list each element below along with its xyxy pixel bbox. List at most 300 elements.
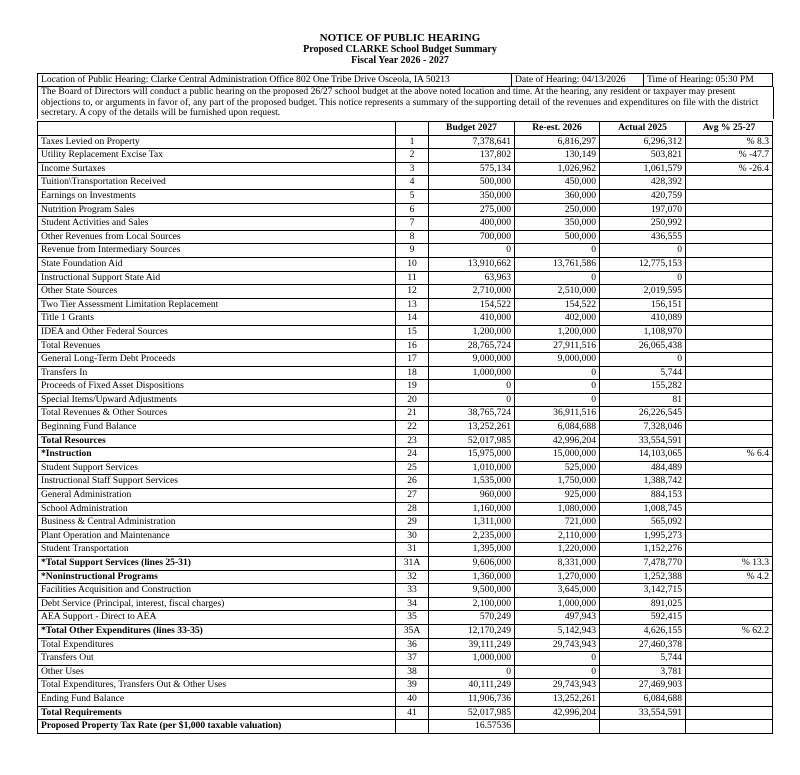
- row-number: 18: [396, 366, 429, 380]
- table-row: [38, 135, 773, 149]
- row-label: Two Tier Assessment Limitation Replacement: [38, 298, 396, 312]
- hearing-info-table: [37, 73, 773, 87]
- table-row: [38, 597, 773, 611]
- cell-avg-percent: % 13.3: [686, 557, 773, 571]
- cell-avg-percent: % 8.3: [686, 135, 773, 149]
- cell-budget-2027: 13,910,662: [429, 257, 515, 271]
- table-row: [38, 475, 773, 489]
- cell-avg-percent: [686, 584, 773, 598]
- cell-actual-2025: 0: [600, 271, 686, 285]
- cell-avg-percent: [686, 353, 773, 367]
- cell-budget-2027: 400,000: [429, 217, 515, 231]
- table-row: [38, 570, 773, 584]
- table-row: [38, 652, 773, 666]
- row-label: Transfers Out: [38, 652, 396, 666]
- row-label: *Total Other Expenditures (lines 33-35): [38, 624, 396, 638]
- row-number: 8: [396, 230, 429, 244]
- cell-avg-percent: [686, 529, 773, 543]
- table-row: [38, 230, 773, 244]
- row-number: 2: [396, 149, 429, 163]
- cell-reest-2026: 721,000: [515, 516, 600, 530]
- cell-avg-percent: [686, 203, 773, 217]
- cell-actual-2025: 12,775,153: [600, 257, 686, 271]
- cell-avg-percent: [686, 366, 773, 380]
- table-row: [38, 393, 773, 407]
- table-row: [38, 271, 773, 285]
- table-row: [38, 162, 773, 176]
- table-row: [38, 203, 773, 217]
- cell-reest-2026: 0: [515, 244, 600, 258]
- row-number: 25: [396, 461, 429, 475]
- row-number: 36: [396, 638, 429, 652]
- row-label: Business & Central Administration: [38, 516, 396, 530]
- cell-avg-percent: [686, 611, 773, 625]
- cell-avg-percent: [686, 393, 773, 407]
- row-label: Other Revenues from Local Sources: [38, 230, 396, 244]
- row-number: 9: [396, 244, 429, 258]
- cell-reest-2026: 2,510,000: [515, 285, 600, 299]
- cell-budget-2027: 1,000,000: [429, 366, 515, 380]
- cell-actual-2025: 6,296,312: [600, 135, 686, 149]
- cell-avg-percent: [686, 706, 773, 720]
- row-number: 1: [396, 135, 429, 149]
- cell-avg-percent: [686, 312, 773, 326]
- cell-actual-2025: 26,065,438: [600, 339, 686, 353]
- cell-actual-2025: 7,328,046: [600, 421, 686, 435]
- table-row: [38, 557, 773, 571]
- row-label: Beginning Fund Balance: [38, 421, 396, 435]
- table-row: [38, 325, 773, 339]
- cell-avg-percent: [686, 176, 773, 190]
- table-row: [38, 611, 773, 625]
- row-number: 14: [396, 312, 429, 326]
- cell-avg-percent: [686, 285, 773, 299]
- cell-budget-2027: 570,249: [429, 611, 515, 625]
- table-row: [38, 353, 773, 367]
- cell-reest-2026: 0: [515, 652, 600, 666]
- row-number: 24: [396, 448, 429, 462]
- cell-budget-2027: 15,975,000: [429, 448, 515, 462]
- cell-budget-2027: 1,010,000: [429, 461, 515, 475]
- row-number: 37: [396, 652, 429, 666]
- cell-actual-2025: 27,460,378: [600, 638, 686, 652]
- row-number: 40: [396, 692, 429, 706]
- row-label: Revenue from Intermediary Sources: [38, 244, 396, 258]
- cell-budget-2027: 350,000: [429, 189, 515, 203]
- cell-avg-percent: [686, 543, 773, 557]
- table-row: [38, 516, 773, 530]
- cell-reest-2026: 42,996,204: [515, 706, 600, 720]
- cell-reest-2026: 450,000: [515, 176, 600, 190]
- document-header: [0, 33, 800, 66]
- cell-reest-2026: 1,200,000: [515, 325, 600, 339]
- row-label: Title 1 Grants: [38, 312, 396, 326]
- row-number: 31: [396, 543, 429, 557]
- cell-actual-2025: 3,781: [600, 665, 686, 679]
- cell-actual-2025: 0: [600, 244, 686, 258]
- row-number: [396, 720, 429, 734]
- cell-reest-2026: 925,000: [515, 489, 600, 503]
- table-row: [38, 529, 773, 543]
- cell-avg-percent: % 4.2: [686, 570, 773, 584]
- table-row: [38, 720, 773, 734]
- row-label: *Noninstructional Programs: [38, 570, 396, 584]
- row-label: Total Revenues: [38, 339, 396, 353]
- cell-reest-2026: 1,000,000: [515, 597, 600, 611]
- cell-actual-2025: 1,995,273: [600, 529, 686, 543]
- row-number: 41: [396, 706, 429, 720]
- cell-actual-2025: 6,084,688: [600, 692, 686, 706]
- row-label: Instructional Staff Support Services: [38, 475, 396, 489]
- cell-budget-2027: 1,360,000: [429, 570, 515, 584]
- table-row: [38, 421, 773, 435]
- cell-budget-2027: 960,000: [429, 489, 515, 503]
- cell-reest-2026: 1,220,000: [515, 543, 600, 557]
- cell-reest-2026: 525,000: [515, 461, 600, 475]
- cell-reest-2026: 1,750,000: [515, 475, 600, 489]
- row-number: 21: [396, 407, 429, 421]
- cell-reest-2026: 154,522: [515, 298, 600, 312]
- cell-actual-2025: 420,759: [600, 189, 686, 203]
- cell-budget-2027: 2,710,000: [429, 285, 515, 299]
- table-row: [38, 679, 773, 693]
- row-label: Other State Sources: [38, 285, 396, 299]
- row-label: Ending Fund Balance: [38, 692, 396, 706]
- cell-avg-percent: [686, 407, 773, 421]
- cell-avg-percent: [686, 720, 773, 734]
- row-label: Earnings on Investments: [38, 189, 396, 203]
- row-number: 28: [396, 502, 429, 516]
- cell-budget-2027: 9,606,000: [429, 557, 515, 571]
- row-label: Total Requirements: [38, 706, 396, 720]
- row-number: 38: [396, 665, 429, 679]
- table-row: [38, 380, 773, 394]
- cell-reest-2026: 250,000: [515, 203, 600, 217]
- table-header-row: [38, 122, 773, 136]
- cell-reest-2026: 6,816,297: [515, 135, 600, 149]
- table-row: [38, 638, 773, 652]
- table-row: [38, 407, 773, 421]
- row-label: Income Surtaxes: [38, 162, 396, 176]
- table-row: [38, 189, 773, 203]
- row-number: 16: [396, 339, 429, 353]
- notice-title: NOTICE OF PUBLIC HEARING: [319, 32, 481, 44]
- cell-actual-2025: 0: [600, 353, 686, 367]
- cell-avg-percent: [686, 325, 773, 339]
- cell-avg-percent: % 62.2: [686, 624, 773, 638]
- cell-reest-2026: 8,331,000: [515, 557, 600, 571]
- row-number: 27: [396, 489, 429, 503]
- row-number: 33: [396, 584, 429, 598]
- cell-actual-2025: [600, 720, 686, 734]
- row-label: Total Expenditures, Transfers Out & Other Uses: [38, 679, 396, 693]
- cell-reest-2026: 27,911,516: [515, 339, 600, 353]
- cell-avg-percent: [686, 692, 773, 706]
- cell-reest-2026: 42,996,204: [515, 434, 600, 448]
- hearing-location: Location of Public Hearing: Clarke Central Administration Office 802 One Tribe Drive Osceola, IA 50213: [38, 74, 512, 87]
- column-header-actual-2025: Actual 2025: [600, 122, 686, 136]
- row-number: 12: [396, 285, 429, 299]
- cell-actual-2025: 81: [600, 393, 686, 407]
- row-number: 5: [396, 189, 429, 203]
- cell-reest-2026: 6,084,688: [515, 421, 600, 435]
- table-row: [38, 217, 773, 231]
- cell-avg-percent: % 6.4: [686, 448, 773, 462]
- table-row: [38, 298, 773, 312]
- cell-avg-percent: [686, 217, 773, 231]
- row-label: Nutrition Program Sales: [38, 203, 396, 217]
- cell-avg-percent: [686, 271, 773, 285]
- cell-budget-2027: 63,963: [429, 271, 515, 285]
- row-label: Total Expenditures: [38, 638, 396, 652]
- cell-avg-percent: [686, 230, 773, 244]
- row-number: 6: [396, 203, 429, 217]
- cell-avg-percent: [686, 597, 773, 611]
- row-number: 23: [396, 434, 429, 448]
- table-row: [38, 244, 773, 258]
- table-row: [38, 366, 773, 380]
- cell-budget-2027: 16.57536: [429, 720, 515, 734]
- column-header: [396, 122, 429, 136]
- cell-actual-2025: 1,061,579: [600, 162, 686, 176]
- cell-reest-2026: 13,252,261: [515, 692, 600, 706]
- cell-budget-2027: 1,311,000: [429, 516, 515, 530]
- row-label: Facilities Acquisition and Construction: [38, 584, 396, 598]
- cell-avg-percent: [686, 461, 773, 475]
- cell-actual-2025: 884,153: [600, 489, 686, 503]
- cell-budget-2027: 52,017,985: [429, 434, 515, 448]
- cell-budget-2027: 2,100,000: [429, 597, 515, 611]
- table-row: [38, 584, 773, 598]
- cell-actual-2025: 891,025: [600, 597, 686, 611]
- cell-budget-2027: 1,000,000: [429, 652, 515, 666]
- cell-actual-2025: 26,226,545: [600, 407, 686, 421]
- cell-budget-2027: 40,111,249: [429, 679, 515, 693]
- cell-budget-2027: 1,535,000: [429, 475, 515, 489]
- row-label: Proposed Property Tax Rate (per $1,000 taxable valuation): [38, 720, 396, 734]
- cell-reest-2026: [515, 720, 600, 734]
- row-label: Total Resources: [38, 434, 396, 448]
- table-row: [38, 434, 773, 448]
- row-label: Total Revenues & Other Sources: [38, 407, 396, 421]
- cell-reest-2026: 29,743,943: [515, 638, 600, 652]
- cell-actual-2025: 3,142,715: [600, 584, 686, 598]
- row-number: 34: [396, 597, 429, 611]
- cell-budget-2027: 9,500,000: [429, 584, 515, 598]
- cell-reest-2026: 350,000: [515, 217, 600, 231]
- table-row: [38, 149, 773, 163]
- cell-actual-2025: 428,392: [600, 176, 686, 190]
- cell-reest-2026: 9,000,000: [515, 353, 600, 367]
- cell-reest-2026: 36,911,516: [515, 407, 600, 421]
- cell-reest-2026: 2,110,000: [515, 529, 600, 543]
- cell-budget-2027: 1,200,000: [429, 325, 515, 339]
- row-label: Other Uses: [38, 665, 396, 679]
- table-row: [38, 706, 773, 720]
- cell-avg-percent: [686, 298, 773, 312]
- cell-avg-percent: [686, 665, 773, 679]
- row-label: *Total Support Services (lines 25-31): [38, 557, 396, 571]
- table-row: [38, 502, 773, 516]
- row-number: 26: [396, 475, 429, 489]
- notice-paragraph: The Board of Directors will conduct a public hearing on the proposed 26/27 school budget at the above noted location and time. At the hearing, any resident or taxpayer may present objections to, or arguments in favor of, any part of the proposed budget. This notice represents a summary of the supporting detail of the revenues and expenditures on file with the district secretary. A copy of the details will be furnished upon request.: [37, 87, 774, 119]
- cell-budget-2027: 410,000: [429, 312, 515, 326]
- table-row: [38, 339, 773, 353]
- column-header-budget-2027: Budget 2027: [429, 122, 515, 136]
- table-row: [38, 624, 773, 638]
- cell-avg-percent: [686, 257, 773, 271]
- table-row: [38, 489, 773, 503]
- cell-avg-percent: [686, 638, 773, 652]
- cell-reest-2026: 130,149: [515, 149, 600, 163]
- cell-avg-percent: [686, 434, 773, 448]
- cell-reest-2026: 0: [515, 380, 600, 394]
- cell-reest-2026: 0: [515, 271, 600, 285]
- cell-reest-2026: 0: [515, 393, 600, 407]
- row-number: 4: [396, 176, 429, 190]
- row-label: Transfers In: [38, 366, 396, 380]
- hearing-date: Date of Hearing: 04/13/2026: [512, 74, 644, 87]
- cell-avg-percent: [686, 421, 773, 435]
- row-number: 20: [396, 393, 429, 407]
- cell-actual-2025: 197,070: [600, 203, 686, 217]
- row-number: 11: [396, 271, 429, 285]
- cell-actual-2025: 156,151: [600, 298, 686, 312]
- cell-budget-2027: 28,765,724: [429, 339, 515, 353]
- cell-reest-2026: 13,761,586: [515, 257, 600, 271]
- cell-reest-2026: 497,943: [515, 611, 600, 625]
- row-label: AEA Support - Direct to AEA: [38, 611, 396, 625]
- cell-actual-2025: 565,092: [600, 516, 686, 530]
- cell-reest-2026: 3,645,000: [515, 584, 600, 598]
- cell-actual-2025: 5,744: [600, 366, 686, 380]
- cell-actual-2025: 250,992: [600, 217, 686, 231]
- cell-actual-2025: 592,415: [600, 611, 686, 625]
- cell-budget-2027: 9,000,000: [429, 353, 515, 367]
- cell-budget-2027: 137,802: [429, 149, 515, 163]
- cell-budget-2027: 1,160,000: [429, 502, 515, 516]
- row-label: Proceeds of Fixed Asset Dispositions: [38, 380, 396, 394]
- cell-actual-2025: 1,008,745: [600, 502, 686, 516]
- cell-reest-2026: 360,000: [515, 189, 600, 203]
- row-number: 13: [396, 298, 429, 312]
- row-label: Debt Service (Principal, interest, fiscal charges): [38, 597, 396, 611]
- cell-avg-percent: [686, 475, 773, 489]
- cell-avg-percent: % -47.7: [686, 149, 773, 163]
- column-header-reest-2026: Re-est. 2026: [515, 122, 600, 136]
- row-number: 3: [396, 162, 429, 176]
- row-label: Student Activities and Sales: [38, 217, 396, 231]
- cell-avg-percent: [686, 339, 773, 353]
- row-label: Student Support Services: [38, 461, 396, 475]
- cell-actual-2025: 484,489: [600, 461, 686, 475]
- cell-budget-2027: 154,522: [429, 298, 515, 312]
- cell-avg-percent: [686, 489, 773, 503]
- row-label: Student Transportation: [38, 543, 396, 557]
- cell-reest-2026: 15,000,000: [515, 448, 600, 462]
- budget-summary-subtitle: Proposed CLARKE School Budget Summary: [303, 44, 497, 55]
- budget-table: [37, 121, 773, 734]
- row-number: 10: [396, 257, 429, 271]
- table-row: [38, 461, 773, 475]
- row-label: IDEA and Other Federal Sources: [38, 325, 396, 339]
- cell-actual-2025: 1,152,276: [600, 543, 686, 557]
- cell-budget-2027: 39,111,249: [429, 638, 515, 652]
- column-header-avg-percent: Avg % 25-27: [686, 122, 773, 136]
- cell-reest-2026: 0: [515, 665, 600, 679]
- cell-budget-2027: 52,017,985: [429, 706, 515, 720]
- row-number: 35: [396, 611, 429, 625]
- cell-actual-2025: 1,252,388: [600, 570, 686, 584]
- cell-reest-2026: 5,142,943: [515, 624, 600, 638]
- row-number: 22: [396, 421, 429, 435]
- row-number: 30: [396, 529, 429, 543]
- row-number: 31A: [396, 557, 429, 571]
- cell-avg-percent: % -26.4: [686, 162, 773, 176]
- cell-actual-2025: 33,554,591: [600, 706, 686, 720]
- cell-avg-percent: [686, 652, 773, 666]
- row-number: 7: [396, 217, 429, 231]
- cell-reest-2026: 29,743,943: [515, 679, 600, 693]
- table-row: [38, 665, 773, 679]
- cell-actual-2025: 155,282: [600, 380, 686, 394]
- table-row: [38, 312, 773, 326]
- cell-budget-2027: 500,000: [429, 176, 515, 190]
- cell-budget-2027: 0: [429, 380, 515, 394]
- cell-avg-percent: [686, 679, 773, 693]
- cell-reest-2026: 500,000: [515, 230, 600, 244]
- cell-avg-percent: [686, 380, 773, 394]
- cell-avg-percent: [686, 189, 773, 203]
- cell-budget-2027: 700,000: [429, 230, 515, 244]
- cell-avg-percent: [686, 516, 773, 530]
- row-label: *Instruction: [38, 448, 396, 462]
- table-row: [38, 176, 773, 190]
- cell-actual-2025: 5,744: [600, 652, 686, 666]
- cell-actual-2025: 2,019,595: [600, 285, 686, 299]
- cell-reest-2026: 1,080,000: [515, 502, 600, 516]
- cell-budget-2027: 38,765,724: [429, 407, 515, 421]
- cell-reest-2026: 1,270,000: [515, 570, 600, 584]
- table-row: [38, 448, 773, 462]
- cell-budget-2027: 0: [429, 665, 515, 679]
- column-header: [38, 122, 396, 136]
- table-row: [38, 692, 773, 706]
- cell-budget-2027: 0: [429, 244, 515, 258]
- cell-budget-2027: 275,000: [429, 203, 515, 217]
- table-row: [38, 543, 773, 557]
- row-label: Utility Replacement Excise Tax: [38, 149, 396, 163]
- cell-actual-2025: 4,626,155: [600, 624, 686, 638]
- row-label: Plant Operation and Maintenance: [38, 529, 396, 543]
- row-number: 35A: [396, 624, 429, 638]
- cell-budget-2027: 13,252,261: [429, 421, 515, 435]
- cell-budget-2027: 575,134: [429, 162, 515, 176]
- cell-budget-2027: 12,170,249: [429, 624, 515, 638]
- row-label: Tuition\Transportation Received: [38, 176, 396, 190]
- cell-reest-2026: 1,026,962: [515, 162, 600, 176]
- cell-budget-2027: 0: [429, 393, 515, 407]
- cell-avg-percent: [686, 502, 773, 516]
- table-row: [38, 285, 773, 299]
- cell-actual-2025: 410,089: [600, 312, 686, 326]
- hearing-time: Time of Hearing: 05:30 PM: [644, 74, 773, 87]
- row-number: 17: [396, 353, 429, 367]
- row-label: Taxes Levied on Property: [38, 135, 396, 149]
- row-number: 32: [396, 570, 429, 584]
- cell-actual-2025: 14,103,065: [600, 448, 686, 462]
- row-label: Instructional Support State Aid: [38, 271, 396, 285]
